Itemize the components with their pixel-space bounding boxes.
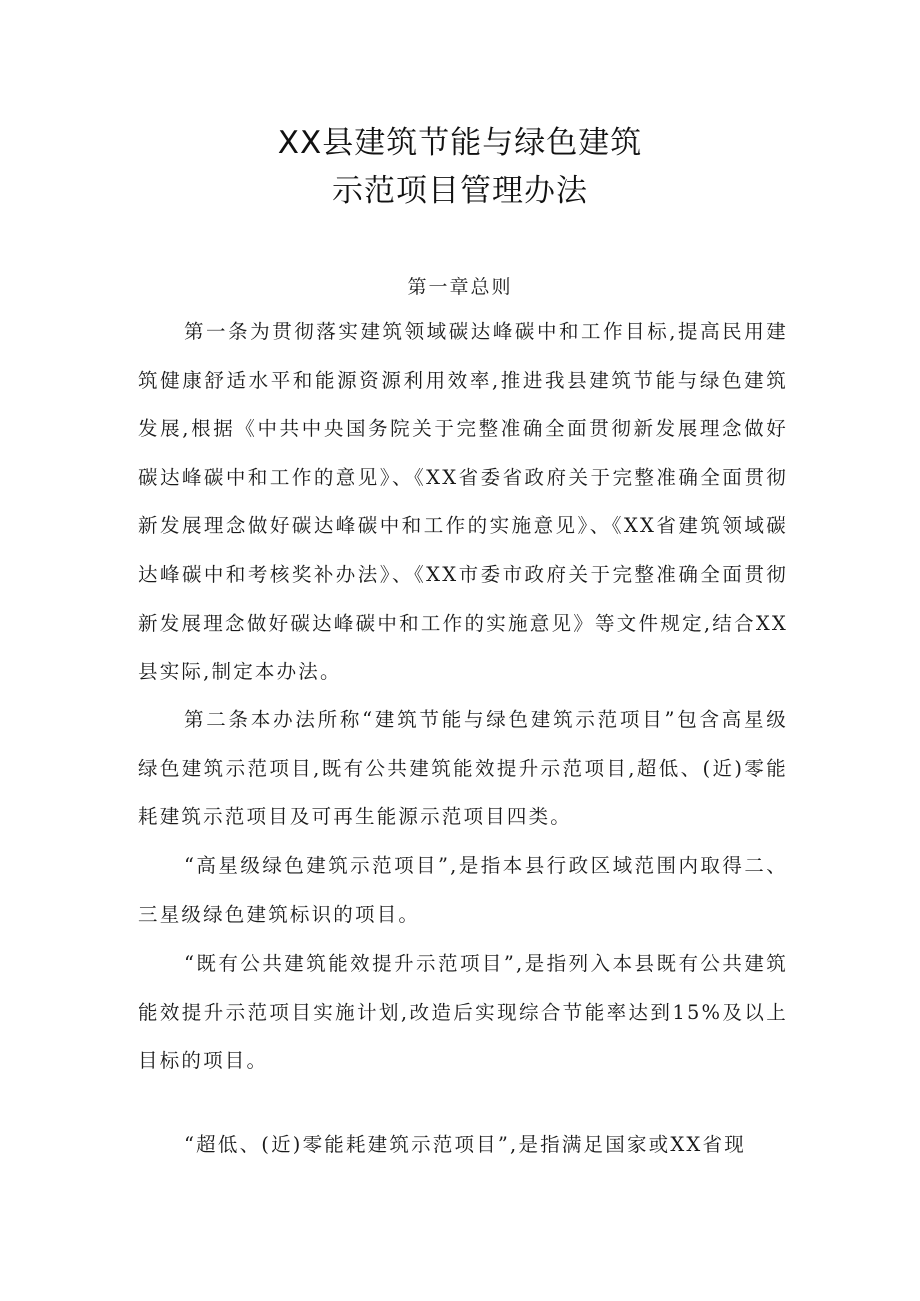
paragraph-text: “高星级绿色建筑示范项目”,是指本县行政区域范围内取得二、三星级绿色建筑标识的项目。 bbox=[138, 854, 788, 926]
paragraph-text: 第二条本办法所称“建筑节能与绿色建筑示范项目”包含高星级绿色建筑示范项目,既有公共建筑能效提升示范项目,超低、(近)零能耗建筑示范项目及可再生能源示范项目四类。 bbox=[138, 708, 788, 829]
article-1-paragraph bbox=[138, 308, 788, 697]
document-title-line-1: XX县建筑节能与绿色建筑 bbox=[277, 125, 643, 161]
article-2-paragraph bbox=[138, 696, 788, 842]
definition-efficiency-paragraph bbox=[138, 940, 788, 1086]
paragraph-text: “既有公共建筑能效提升示范项目”,是指列入本县既有公共建筑能效提升示范项目实施计划,改造后实现综合节能率达到15%及以上目标的项目。 bbox=[138, 952, 788, 1073]
chapter-heading: 第一章总则 bbox=[407, 276, 513, 298]
paragraph-text: 第一条为贯彻落实建筑领域碳达峰碳中和工作目标,提高民用建筑健康舒适水平和能源资源利用效率,推进我县建筑节能与绿色建筑发展,根据《中共中央国务院关于完整准确全面贯彻新发展理念做好碳达峰碳中和工作的意见》、《XX省委省政府关于完整准确全面贯彻新发展理念做好碳达峰碳中和工作的实施意见》、《XX省建筑领域碳达峰碳中和考核奖补办法》、《XX市委市政府关于完整准确全面贯彻新发展理念做好碳达峰碳中和工作的实施意见》等文件规定,结合XX县实际,制定本办法。 bbox=[138, 320, 788, 684]
definition-high-star-paragraph bbox=[138, 842, 788, 939]
definition-zero-energy-paragraph bbox=[138, 1121, 788, 1170]
document-title-line-2: 示范项目管理办法 bbox=[332, 173, 588, 209]
paragraph-text: “超低、(近)零能耗建筑示范项目”,是指满足国家或XX省现 bbox=[184, 1133, 746, 1156]
